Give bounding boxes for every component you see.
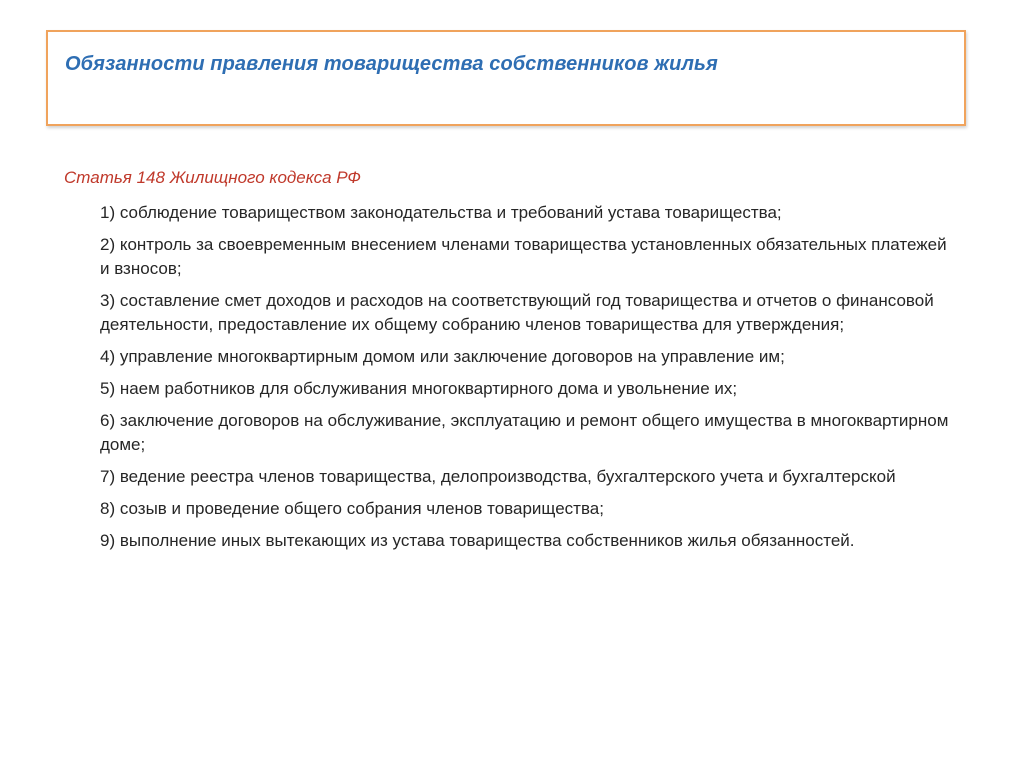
duty-item-7: 7) ведение реестра членов товарищества, делопроизводства, бухгалтерского учета и бухгалтерской <box>100 467 896 486</box>
title-box <box>46 30 966 126</box>
duty-item-9: 9) выполнение иных вытекающих из устава товарищества собственников жилья обязанностей. <box>100 531 855 550</box>
duty-item-3: 3) составление смет доходов и расходов на соответствующий год товарищества и отчетов о финансовой деятельности, предоставление их общему собранию членов товарищества для утверждения; <box>100 291 934 334</box>
duty-item-8: 8) созыв и проведение общего собрания членов товарищества; <box>100 499 604 518</box>
article-reference: Статья 148 Жилищного кодекса РФ <box>64 168 361 187</box>
duty-item-4: 4) управление многоквартирным домом или заключение договоров на управление им; <box>100 347 785 366</box>
duty-item-5: 5) наем работников для обслуживания многоквартирного дома и увольнение их; <box>100 379 738 398</box>
duty-item-1: 1) соблюдение товариществом законодательства и требований устава товарищества; <box>100 203 782 222</box>
duties-list <box>100 201 960 561</box>
slide-title: Обязанности правления товарищества собственников жилья <box>65 53 718 75</box>
duty-item-6: 6) заключение договоров на обслуживание, эксплуатацию и ремонт общего имущества в многоквартирном доме; <box>100 411 949 454</box>
duty-item-2: 2) контроль за своевременным внесением членами товарищества установленных обязательных платежей и взносов; <box>100 235 947 278</box>
